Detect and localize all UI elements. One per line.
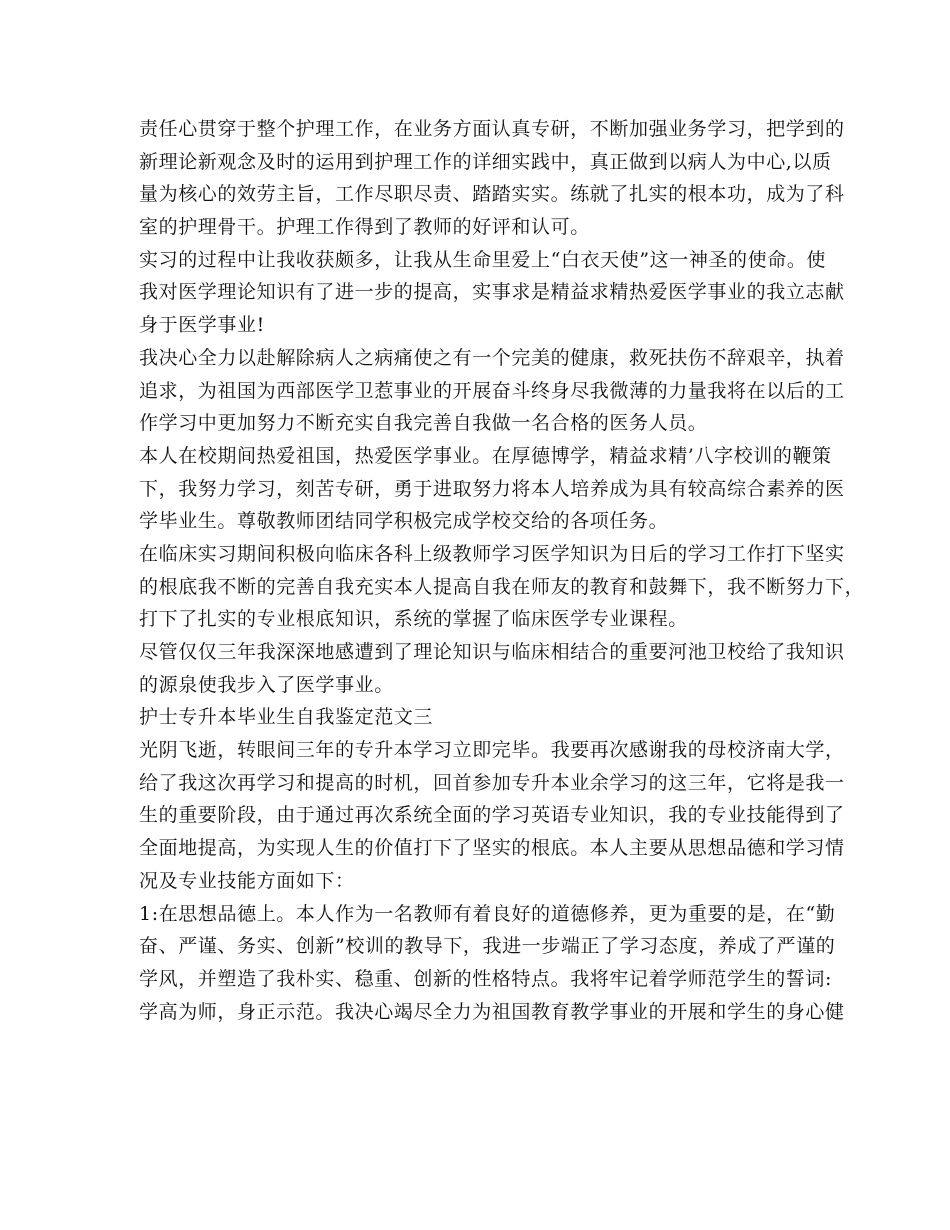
text-line: 奋、严谨、务实、创新”校训的教导下，我进一步端正了学习态度，养成了严谨的 (139, 935, 836, 958)
text-line: 给了我这次再学习和提高的时机，回首参加专升本业余学习的这三年，它将是我一 (139, 771, 845, 794)
text-line: 学毕业生。尊敬教师团结同学积极完成学校交给的各项任务。 (139, 510, 669, 533)
document-body (139, 113, 865, 1028)
text-line: 追求，为祖国为西部医学卫惹事业的开展奋斗终身尽我微薄的力量我将在以后的工 (139, 379, 845, 402)
text-line: 生的重要阶段，由于通过再次系统全面的学习英语专业知识，我的专业技能得到了 (139, 804, 845, 827)
text-line: 光阴飞逝，转眼间三年的专升本学习立即完毕。我要再次感谢我的母校济南大学， (139, 739, 845, 762)
text-line: 身于医学事业! (139, 314, 265, 337)
text-line: 实习的过程中让我收获颇多，让我从生命里爱上“白衣天使”这一神圣的使命。使 (139, 248, 827, 271)
text-line: 全面地提高，为实现人生的价值打下了坚实的根底。本人主要从思想品德和学习情 (139, 837, 845, 860)
text-line: 本人在校期间热爱祖国，热爱医学事业。在厚德博学，精益求精’八字校训的鞭策 (139, 444, 832, 467)
text-line: 学高为师，身正示范。我决心竭尽全力为祖国教育教学事业的开展和学生的身心健 (139, 1000, 845, 1023)
text-line: 在临床实习期间积极向临床各科上级教师学习医学知识为日后的学习工作打下坚实 (139, 542, 845, 565)
text-line: 作学习中更加努力不断充实自我完善自我做一名合格的医务人员。 (139, 412, 708, 435)
text-line: 1:在思想品德上。本人作为一名教师有着良好的道德修养，更为重要的是，在“勤 (139, 902, 836, 925)
text-line: 学风，并塑造了我朴实、稳重、创新的性格特点。我将牢记着学师范学生的誓词: (139, 967, 833, 990)
text-line: 量为核心的效劳主旨，工作尽职尽责、踏踏实实。练就了扎实的根本功，成为了科 (139, 183, 845, 206)
text-line: 下，我努力学习，刻苦专研，勇于进取努力将本人培养成为具有较高综合素养的医 (139, 477, 845, 500)
text-line: 尽管仅仅三年我深深地感遭到了理论知识与临床相结合的重要河池卫校给了我知识 (139, 641, 845, 663)
text-line: 我对医学理论知识有了进一步的提高，实事求是精益求精热爱医学事业的我立志献 (139, 281, 845, 304)
section-heading: 护士专升本毕业生自我鉴定范文三 (139, 706, 434, 729)
text-line: 新理论新观念及时的运用到护理工作的详细实践中，真正做到以病人为中心,以质 (139, 150, 832, 173)
text-line: 打下了扎实的专业根底知识，系统的掌握了临床医学专业课程。 (139, 608, 688, 631)
text-line: 我决心全力以赴解除病人之病痛使之有一个完美的健康，救死扶伤不辞艰辛，执着 (139, 346, 845, 369)
text-line: 的源泉使我步入了医学事业。 (139, 673, 394, 696)
text-line: 责任心贯穿于整个护理工作，在业务方面认真专研，不断加强业务学习，把学到的 (139, 118, 845, 140)
text-line: 室的护理骨干。护理工作得到了教师的好评和认可。 (139, 216, 590, 239)
text-line: 况及专业技能方面如下： (139, 869, 355, 892)
text-line: 的根底我不断的完善自我充实本人提高自我在师友的教育和鼓舞下，我不断努力下， (139, 575, 865, 598)
